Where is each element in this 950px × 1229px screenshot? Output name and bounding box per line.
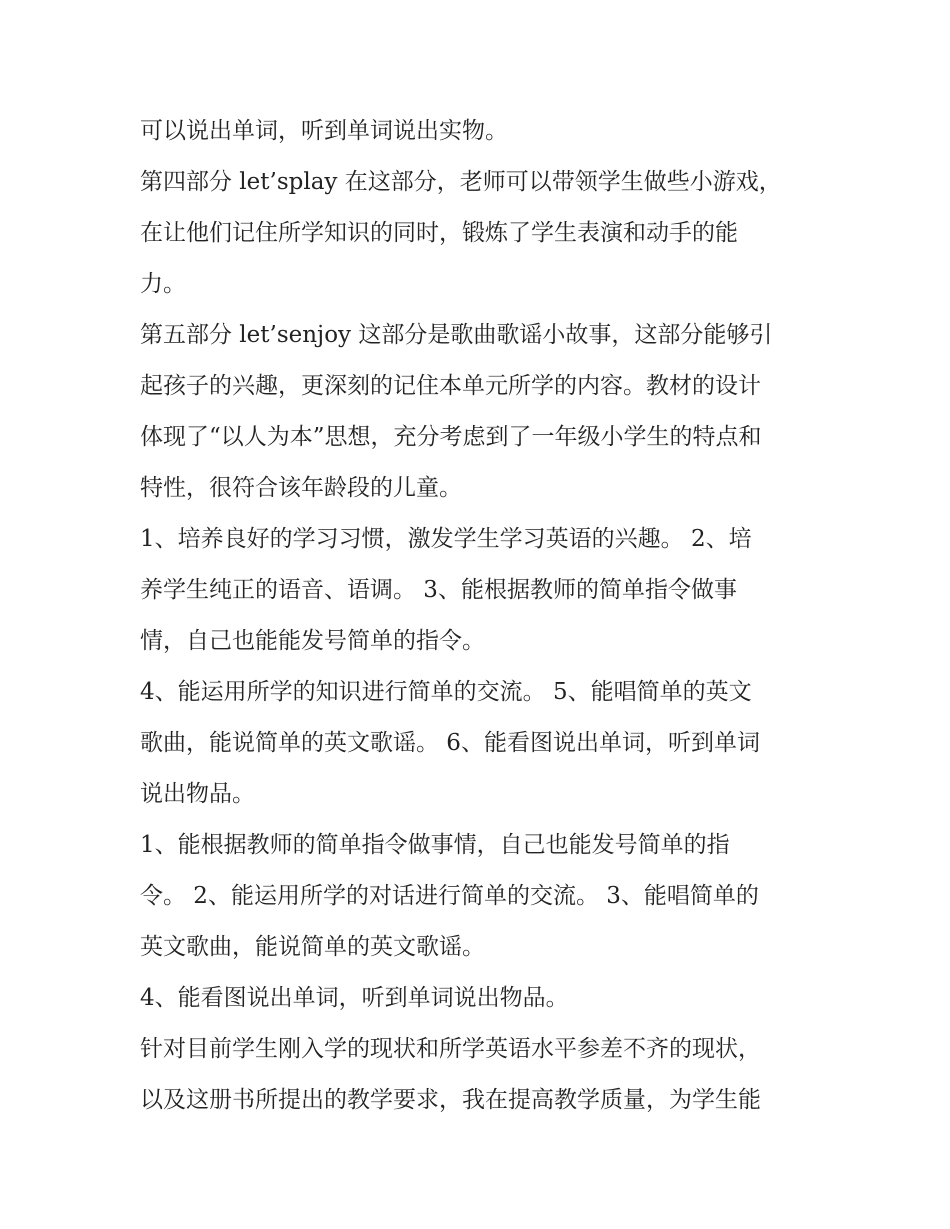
text-line: 体现了“以人为本”思想，充分考虑到了一年级小学生的特点和 [140, 424, 762, 450]
text-line: 1、能根据教师的简单指令做事情，自己也能发号简单的指 [140, 832, 730, 858]
text-line: 在让他们记住所学知识的同时，锻炼了学生表演和动手的能 [140, 220, 738, 246]
text-line: 令。 2、能运用所学的对话进行简单的交流。 3、能唱简单的 [140, 883, 759, 909]
text-line: 第五部分 let’senjoy 这部分是歌曲歌谣小故事，这部分能够引 [140, 322, 773, 348]
text-line: 养学生纯正的语音、语调。 3、能根据教师的简单指令做事 [140, 577, 737, 603]
text-line: 说出物品。 [140, 781, 255, 807]
text-line: 第四部分 let’splay 在这部分，老师可以带领学生做些小游戏， [140, 169, 782, 195]
text-line: 4、能运用所学的知识进行简单的交流。 5、能唱简单的英文 [140, 679, 752, 705]
text-line: 以及这册书所提出的教学要求，我在提高教学质量，为学生能 [140, 1087, 761, 1113]
text-line: 特性，很符合该年龄段的儿童。 [140, 475, 462, 501]
text-line: 1、培养良好的学习习惯，激发学生学习英语的兴趣。 2、培 [140, 526, 752, 552]
text-line: 4、能看图说出单词，听到单词说出物品。 [140, 985, 569, 1011]
text-line: 可以说出单词，听到单词说出实物。 [140, 118, 508, 144]
text-line: 针对目前学生刚入学的现状和所学英语水平参差不齐的现状， [140, 1036, 761, 1062]
text-line: 力。 [140, 271, 186, 297]
text-line: 情，自己也能能发号简单的指令。 [140, 628, 485, 654]
text-line: 英文歌曲，能说简单的英文歌谣。 [140, 934, 485, 960]
text-line: 歌曲，能说简单的英文歌谣。 6、能看图说出单词，听到单词 [140, 730, 760, 756]
text-line: 起孩子的兴趣，更深刻的记住本单元所学的内容。教材的设计 [140, 373, 761, 399]
